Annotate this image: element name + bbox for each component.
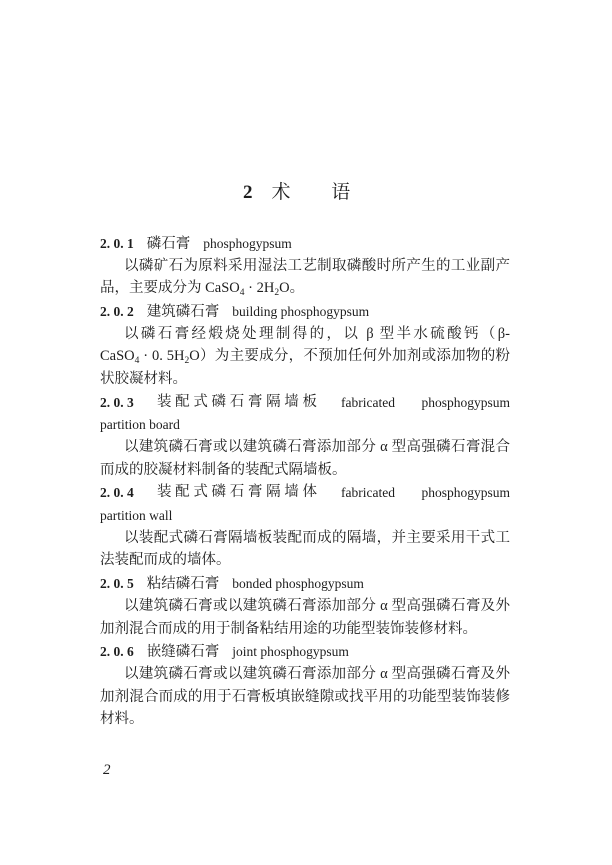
text-segment: · 2H [244, 280, 275, 296]
term-number: 2. 0. 5 [100, 576, 134, 591]
definition-line: 法装配而成的墙体。 [100, 552, 231, 568]
text-segment: O。 [279, 280, 305, 296]
term-chinese: 粘结磷石膏 [146, 576, 220, 592]
subscript: 4 [134, 356, 140, 366]
term-english: fabricated phosphogypsum [341, 395, 510, 410]
definition-line: 以建筑磷石膏或以建筑磷石膏添加部分 α 型高强磷石膏及外 [124, 598, 510, 614]
term-chinese: 磷石膏 [146, 236, 191, 252]
subscript: 2 [184, 356, 190, 366]
definition-line: 以磷石膏经煅烧处理制得的，以 β 型半水硫酸钙（β- [124, 326, 510, 342]
term-number: 2. 0. 2 [100, 304, 134, 319]
definition-line: 状胶凝材料。 [100, 371, 187, 387]
chapter-title: 术 语 [271, 182, 351, 203]
chapter-heading [243, 180, 350, 206]
term-number: 2. 0. 4 [100, 485, 134, 500]
text-segment: O）为主要成分，不预加任何外加剂或添加物的粉 [189, 348, 510, 364]
text-segment: 品，主要成分为 CaSO [100, 280, 240, 296]
term-chinese: 装配式磷石膏隔墙体 [157, 484, 317, 500]
definition-line: 材料。 [100, 711, 144, 727]
definition-line: 以装配式磷石膏隔墙板装配而成的隔墙，并主要采用干式工 [124, 530, 510, 546]
term-chinese: 建筑磷石膏 [146, 304, 220, 320]
chapter-number: 2 [243, 182, 253, 203]
term-chinese: 嵌缝磷石膏 [146, 644, 220, 660]
definition-line: 而成的胶凝材料制备的装配式隔墙板。 [100, 462, 347, 478]
text-segment: CaSO [100, 348, 135, 364]
term-heading-2-0-1 [100, 232, 510, 255]
term-english: fabricated phosphogypsum [341, 485, 510, 500]
term-heading-2-0-2 [100, 300, 510, 323]
definition-line [100, 345, 510, 368]
term-number: 2. 0. 3 [100, 395, 134, 410]
definition-line [100, 277, 510, 300]
text-segment: · 0. 5H [139, 348, 185, 364]
term-number: 2. 0. 1 [100, 236, 134, 251]
definition-line: 以建筑磷石膏或以建筑磷石膏添加部分 α 型高强磷石膏混合 [124, 439, 510, 455]
definition-line: 以建筑磷石膏或以建筑磷石膏添加部分 α 型高强磷石膏及外 [124, 666, 510, 682]
term-english: building phosphogypsum [232, 304, 370, 319]
definition-line: 加剂混合而成的用于制备粘结用途的功能型装饰装修材料。 [100, 621, 477, 637]
term-english: phosphogypsum [203, 236, 292, 251]
definition-line: 以磷矿石为原料采用湿法工艺制取磷酸时所产生的工业副产 [124, 258, 510, 274]
term-number: 2. 0. 6 [100, 644, 134, 659]
term-english: bonded phosphogypsum [232, 576, 364, 591]
term-english-continued: partition wall [100, 508, 173, 523]
term-english-continued: partition board [100, 417, 180, 432]
term-heading-2-0-6 [100, 640, 510, 663]
term-heading-2-0-3 [100, 391, 510, 414]
definition-line: 加剂混合而成的用于石膏板填嵌缝隙或找平用的功能型装饰装修 [100, 689, 510, 705]
term-chinese: 装配式磷石膏隔墙板 [157, 394, 317, 410]
term-heading-2-0-5 [100, 572, 510, 595]
term-english: joint phosphogypsum [232, 644, 349, 659]
subscript: 2 [274, 288, 280, 298]
subscript: 4 [239, 288, 245, 298]
term-heading-2-0-4 [100, 481, 510, 504]
page-number: 2 [103, 762, 111, 778]
